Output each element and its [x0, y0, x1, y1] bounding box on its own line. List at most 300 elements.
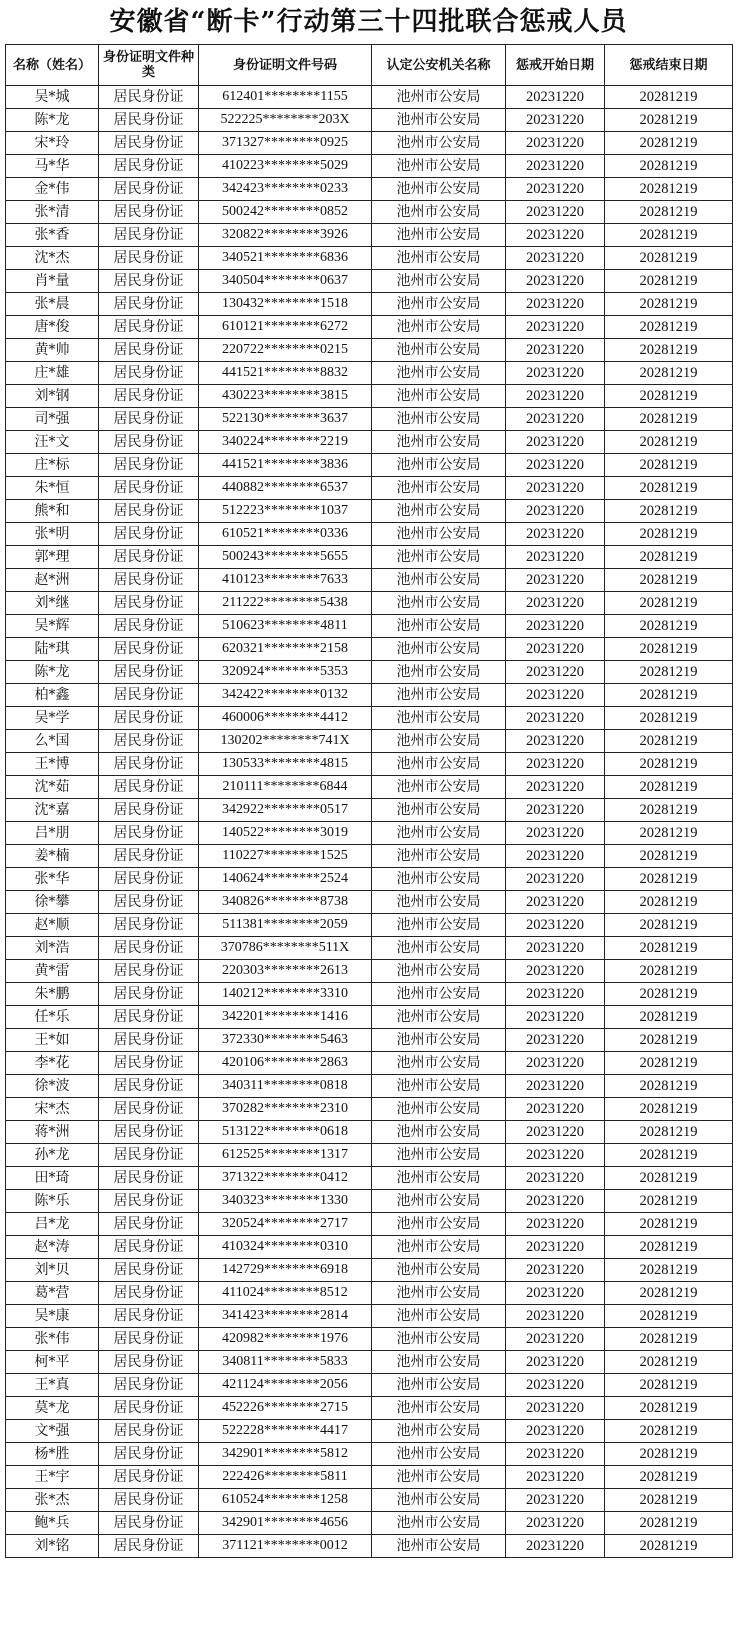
table-row: [6, 316, 733, 339]
cell-doc-number: 320924********5353: [199, 661, 372, 684]
cell-end-date: 20281219: [605, 132, 733, 155]
cell-agency: 池州市公安局: [372, 1098, 506, 1121]
cell-end-date: 20281219: [605, 408, 733, 431]
cell-doc-type: 居民身份证: [99, 1397, 199, 1420]
cell-end-date: 20281219: [605, 201, 733, 224]
header-doc-type: 身份证明文件种类: [99, 45, 199, 86]
cell-doc-type: 居民身份证: [99, 868, 199, 891]
cell-doc-number: 340521********6836: [199, 247, 372, 270]
cell-end-date: 20281219: [605, 960, 733, 983]
cell-doc-type: 居民身份证: [99, 1121, 199, 1144]
cell-name: 徐*攀: [6, 891, 99, 914]
cell-doc-number: 410324********0310: [199, 1236, 372, 1259]
cell-end-date: 20281219: [605, 1098, 733, 1121]
cell-end-date: 20281219: [605, 500, 733, 523]
cell-start-date: 20231220: [506, 1305, 605, 1328]
cell-start-date: 20231220: [506, 523, 605, 546]
cell-agency: 池州市公安局: [372, 1213, 506, 1236]
cell-name: 王*如: [6, 1029, 99, 1052]
cell-doc-type: 居民身份证: [99, 799, 199, 822]
cell-end-date: 20281219: [605, 684, 733, 707]
header-start-date: 惩戒开始日期: [506, 45, 605, 86]
cell-name: 肖*量: [6, 270, 99, 293]
cell-start-date: 20231220: [506, 661, 605, 684]
cell-end-date: 20281219: [605, 569, 733, 592]
cell-doc-number: 513122********0618: [199, 1121, 372, 1144]
cell-start-date: 20231220: [506, 1098, 605, 1121]
cell-doc-number: 341423********2814: [199, 1305, 372, 1328]
table-row: [6, 1305, 733, 1328]
cell-doc-type: 居民身份证: [99, 1236, 199, 1259]
cell-start-date: 20231220: [506, 1167, 605, 1190]
cell-doc-type: 居民身份证: [99, 1443, 199, 1466]
cell-name: 孙*龙: [6, 1144, 99, 1167]
table-row: [6, 477, 733, 500]
cell-doc-number: 340811********5833: [199, 1351, 372, 1374]
cell-doc-type: 居民身份证: [99, 109, 199, 132]
cell-end-date: 20281219: [605, 247, 733, 270]
cell-doc-number: 452226********2715: [199, 1397, 372, 1420]
cell-name: 杨*胜: [6, 1443, 99, 1466]
cell-end-date: 20281219: [605, 477, 733, 500]
cell-start-date: 20231220: [506, 845, 605, 868]
cell-agency: 池州市公安局: [372, 937, 506, 960]
cell-doc-type: 居民身份证: [99, 1512, 199, 1535]
cell-start-date: 20231220: [506, 247, 605, 270]
table-row: [6, 937, 733, 960]
cell-start-date: 20231220: [506, 1006, 605, 1029]
cell-name: 赵*洲: [6, 569, 99, 592]
table-row: [6, 845, 733, 868]
cell-doc-number: 370786********511X: [199, 937, 372, 960]
cell-start-date: 20231220: [506, 615, 605, 638]
table-row: [6, 362, 733, 385]
cell-name: 吕*龙: [6, 1213, 99, 1236]
cell-end-date: 20281219: [605, 1420, 733, 1443]
cell-agency: 池州市公安局: [372, 960, 506, 983]
cell-doc-type: 居民身份证: [99, 937, 199, 960]
cell-doc-type: 居民身份证: [99, 661, 199, 684]
cell-end-date: 20281219: [605, 1305, 733, 1328]
cell-end-date: 20281219: [605, 1466, 733, 1489]
cell-doc-type: 居民身份证: [99, 431, 199, 454]
cell-doc-number: 130533********4815: [199, 753, 372, 776]
table-row: [6, 1282, 733, 1305]
cell-agency: 池州市公安局: [372, 753, 506, 776]
table-row: [6, 1075, 733, 1098]
cell-doc-type: 居民身份证: [99, 1167, 199, 1190]
cell-name: 宋*玲: [6, 132, 99, 155]
cell-doc-number: 130202********741X: [199, 730, 372, 753]
cell-end-date: 20281219: [605, 822, 733, 845]
cell-doc-number: 110227********1525: [199, 845, 372, 868]
cell-doc-number: 522130********3637: [199, 408, 372, 431]
cell-start-date: 20231220: [506, 822, 605, 845]
cell-doc-number: 342423********0233: [199, 178, 372, 201]
cell-doc-type: 居民身份证: [99, 730, 199, 753]
cell-agency: 池州市公安局: [372, 1351, 506, 1374]
cell-doc-type: 居民身份证: [99, 500, 199, 523]
cell-doc-number: 612525********1317: [199, 1144, 372, 1167]
cell-name: 吴*辉: [6, 615, 99, 638]
cell-doc-type: 居民身份证: [99, 822, 199, 845]
cell-agency: 池州市公安局: [372, 1443, 506, 1466]
cell-doc-type: 居民身份证: [99, 293, 199, 316]
cell-doc-number: 511381********2059: [199, 914, 372, 937]
cell-start-date: 20231220: [506, 1466, 605, 1489]
cell-agency: 池州市公安局: [372, 1144, 506, 1167]
cell-doc-type: 居民身份证: [99, 1351, 199, 1374]
cell-agency: 池州市公安局: [372, 1190, 506, 1213]
cell-doc-type: 居民身份证: [99, 592, 199, 615]
cell-doc-type: 居民身份证: [99, 1374, 199, 1397]
table-row: [6, 155, 733, 178]
cell-agency: 池州市公安局: [372, 477, 506, 500]
table-row: [6, 891, 733, 914]
cell-end-date: 20281219: [605, 454, 733, 477]
cell-doc-type: 居民身份证: [99, 638, 199, 661]
cell-agency: 池州市公安局: [372, 569, 506, 592]
cell-agency: 池州市公安局: [372, 247, 506, 270]
cell-start-date: 20231220: [506, 569, 605, 592]
table-row: [6, 1029, 733, 1052]
cell-start-date: 20231220: [506, 1374, 605, 1397]
cell-name: 蒋*洲: [6, 1121, 99, 1144]
table-row: [6, 707, 733, 730]
cell-start-date: 20231220: [506, 408, 605, 431]
cell-name: 熊*和: [6, 500, 99, 523]
cell-name: 王*博: [6, 753, 99, 776]
cell-start-date: 20231220: [506, 1052, 605, 1075]
table-row: [6, 1236, 733, 1259]
cell-end-date: 20281219: [605, 1236, 733, 1259]
cell-doc-type: 居民身份证: [99, 1144, 199, 1167]
header-doc-number: 身份证明文件号码: [199, 45, 372, 86]
cell-end-date: 20281219: [605, 155, 733, 178]
cell-name: 任*乐: [6, 1006, 99, 1029]
cell-doc-number: 371327********0925: [199, 132, 372, 155]
cell-doc-number: 420106********2863: [199, 1052, 372, 1075]
cell-agency: 池州市公安局: [372, 431, 506, 454]
cell-end-date: 20281219: [605, 1213, 733, 1236]
cell-agency: 池州市公安局: [372, 546, 506, 569]
cell-doc-number: 430223********3815: [199, 385, 372, 408]
cell-end-date: 20281219: [605, 431, 733, 454]
cell-doc-type: 居民身份证: [99, 891, 199, 914]
cell-name: 葛*营: [6, 1282, 99, 1305]
cell-end-date: 20281219: [605, 914, 733, 937]
cell-doc-number: 222426********5811: [199, 1466, 372, 1489]
cell-start-date: 20231220: [506, 86, 605, 109]
cell-doc-type: 居民身份证: [99, 408, 199, 431]
cell-start-date: 20231220: [506, 730, 605, 753]
cell-end-date: 20281219: [605, 937, 733, 960]
cell-doc-number: 410123********7633: [199, 569, 372, 592]
cell-start-date: 20231220: [506, 684, 605, 707]
cell-start-date: 20231220: [506, 1190, 605, 1213]
cell-name: 黄*雷: [6, 960, 99, 983]
cell-doc-number: 320822********3926: [199, 224, 372, 247]
cell-end-date: 20281219: [605, 661, 733, 684]
cell-doc-number: 130432********1518: [199, 293, 372, 316]
cell-doc-type: 居民身份证: [99, 132, 199, 155]
cell-name: 柏*鑫: [6, 684, 99, 707]
cell-start-date: 20231220: [506, 1213, 605, 1236]
cell-end-date: 20281219: [605, 1167, 733, 1190]
cell-name: 刘*钢: [6, 385, 99, 408]
cell-start-date: 20231220: [506, 638, 605, 661]
cell-name: 唐*俊: [6, 316, 99, 339]
cell-doc-type: 居民身份证: [99, 546, 199, 569]
cell-doc-type: 居民身份证: [99, 1328, 199, 1351]
table-row: [6, 960, 733, 983]
table-row: [6, 293, 733, 316]
cell-doc-number: 610121********6272: [199, 316, 372, 339]
cell-end-date: 20281219: [605, 707, 733, 730]
cell-agency: 池州市公安局: [372, 1328, 506, 1351]
cell-doc-number: 342201********1416: [199, 1006, 372, 1029]
table-row: [6, 868, 733, 891]
cell-doc-type: 居民身份证: [99, 201, 199, 224]
cell-doc-number: 140212********3310: [199, 983, 372, 1006]
cell-doc-type: 居民身份证: [99, 1098, 199, 1121]
cell-doc-number: 410223********5029: [199, 155, 372, 178]
table-row: [6, 1512, 733, 1535]
cell-doc-number: 372330********5463: [199, 1029, 372, 1052]
cell-end-date: 20281219: [605, 1512, 733, 1535]
table-row: [6, 178, 733, 201]
cell-agency: 池州市公安局: [372, 868, 506, 891]
cell-agency: 池州市公安局: [372, 1121, 506, 1144]
cell-start-date: 20231220: [506, 109, 605, 132]
cell-name: 么*国: [6, 730, 99, 753]
table-row: [6, 1052, 733, 1075]
table-body: [6, 86, 733, 1558]
table-row: [6, 1006, 733, 1029]
cell-start-date: 20231220: [506, 431, 605, 454]
cell-start-date: 20231220: [506, 707, 605, 730]
table-row: [6, 1121, 733, 1144]
cell-name: 王*真: [6, 1374, 99, 1397]
header-end-date: 惩戒结束日期: [605, 45, 733, 86]
cell-doc-number: 620321********2158: [199, 638, 372, 661]
cell-start-date: 20231220: [506, 799, 605, 822]
cell-doc-type: 居民身份证: [99, 155, 199, 178]
cell-end-date: 20281219: [605, 86, 733, 109]
cell-end-date: 20281219: [605, 270, 733, 293]
cell-doc-number: 421124********2056: [199, 1374, 372, 1397]
cell-doc-type: 居民身份证: [99, 454, 199, 477]
cell-doc-number: 522225********203X: [199, 109, 372, 132]
cell-start-date: 20231220: [506, 1397, 605, 1420]
cell-end-date: 20281219: [605, 178, 733, 201]
table-row: [6, 1098, 733, 1121]
cell-agency: 池州市公安局: [372, 914, 506, 937]
cell-doc-number: 371322********0412: [199, 1167, 372, 1190]
cell-end-date: 20281219: [605, 316, 733, 339]
cell-name: 柯*平: [6, 1351, 99, 1374]
cell-agency: 池州市公安局: [372, 891, 506, 914]
cell-end-date: 20281219: [605, 1029, 733, 1052]
cell-name: 张*华: [6, 868, 99, 891]
cell-name: 刘*继: [6, 592, 99, 615]
cell-agency: 池州市公安局: [372, 109, 506, 132]
cell-agency: 池州市公安局: [372, 1075, 506, 1098]
cell-end-date: 20281219: [605, 1144, 733, 1167]
cell-agency: 池州市公安局: [372, 776, 506, 799]
table-row: [6, 776, 733, 799]
cell-name: 莫*龙: [6, 1397, 99, 1420]
cell-doc-type: 居民身份证: [99, 776, 199, 799]
cell-agency: 池州市公安局: [372, 983, 506, 1006]
cell-start-date: 20231220: [506, 753, 605, 776]
cell-agency: 池州市公安局: [372, 224, 506, 247]
cell-start-date: 20231220: [506, 178, 605, 201]
cell-name: 文*强: [6, 1420, 99, 1443]
cell-name: 朱*恒: [6, 477, 99, 500]
table-row: [6, 753, 733, 776]
table-row: [6, 799, 733, 822]
table-row: [6, 822, 733, 845]
table-row: [6, 983, 733, 1006]
cell-doc-type: 居民身份证: [99, 1190, 199, 1213]
cell-doc-number: 420982********1976: [199, 1328, 372, 1351]
table-row: [6, 385, 733, 408]
cell-name: 吕*朋: [6, 822, 99, 845]
cell-name: 吴*康: [6, 1305, 99, 1328]
table-row: [6, 546, 733, 569]
cell-start-date: 20231220: [506, 1259, 605, 1282]
cell-doc-number: 342922********0517: [199, 799, 372, 822]
cell-name: 赵*顺: [6, 914, 99, 937]
table-row: [6, 1466, 733, 1489]
table-row: [6, 1259, 733, 1282]
header-agency: 认定公安机关名称: [372, 45, 506, 86]
table-row: [6, 1535, 733, 1558]
cell-agency: 池州市公安局: [372, 201, 506, 224]
cell-doc-number: 211222********5438: [199, 592, 372, 615]
cell-agency: 池州市公安局: [372, 845, 506, 868]
table-row: [6, 1190, 733, 1213]
cell-name: 沈*杰: [6, 247, 99, 270]
cell-name: 徐*波: [6, 1075, 99, 1098]
cell-doc-type: 居民身份证: [99, 983, 199, 1006]
cell-doc-number: 612401********1155: [199, 86, 372, 109]
cell-start-date: 20231220: [506, 316, 605, 339]
cell-agency: 池州市公安局: [372, 1282, 506, 1305]
cell-start-date: 20231220: [506, 1075, 605, 1098]
cell-end-date: 20281219: [605, 224, 733, 247]
cell-start-date: 20231220: [506, 1328, 605, 1351]
cell-doc-number: 370282********2310: [199, 1098, 372, 1121]
table-row: [6, 109, 733, 132]
cell-name: 张*晨: [6, 293, 99, 316]
cell-agency: 池州市公安局: [372, 684, 506, 707]
cell-agency: 池州市公安局: [372, 1397, 506, 1420]
cell-agency: 池州市公安局: [372, 178, 506, 201]
cell-end-date: 20281219: [605, 845, 733, 868]
cell-start-date: 20231220: [506, 960, 605, 983]
cell-doc-type: 居民身份证: [99, 1466, 199, 1489]
cell-end-date: 20281219: [605, 1006, 733, 1029]
cell-end-date: 20281219: [605, 1351, 733, 1374]
cell-name: 张*伟: [6, 1328, 99, 1351]
cell-end-date: 20281219: [605, 983, 733, 1006]
cell-name: 张*清: [6, 201, 99, 224]
cell-name: 吴*学: [6, 707, 99, 730]
table-row: [6, 730, 733, 753]
cell-agency: 池州市公安局: [372, 362, 506, 385]
cell-start-date: 20231220: [506, 477, 605, 500]
cell-agency: 池州市公安局: [372, 1236, 506, 1259]
table-row: [6, 408, 733, 431]
table-row: [6, 914, 733, 937]
cell-doc-number: 610524********1258: [199, 1489, 372, 1512]
table-row: [6, 270, 733, 293]
cell-end-date: 20281219: [605, 1535, 733, 1558]
cell-start-date: 20231220: [506, 1489, 605, 1512]
cell-end-date: 20281219: [605, 523, 733, 546]
cell-end-date: 20281219: [605, 891, 733, 914]
table-row: [6, 1144, 733, 1167]
cell-end-date: 20281219: [605, 776, 733, 799]
table-row: [6, 1213, 733, 1236]
cell-end-date: 20281219: [605, 730, 733, 753]
cell-start-date: 20231220: [506, 546, 605, 569]
cell-end-date: 20281219: [605, 1328, 733, 1351]
cell-doc-number: 441521********8832: [199, 362, 372, 385]
cell-agency: 池州市公安局: [372, 730, 506, 753]
cell-name: 陈*龙: [6, 109, 99, 132]
cell-agency: 池州市公安局: [372, 1489, 506, 1512]
cell-agency: 池州市公安局: [372, 1374, 506, 1397]
cell-doc-type: 居民身份证: [99, 1489, 199, 1512]
cell-agency: 池州市公安局: [372, 707, 506, 730]
cell-doc-type: 居民身份证: [99, 339, 199, 362]
cell-doc-number: 220722********0215: [199, 339, 372, 362]
cell-start-date: 20231220: [506, 937, 605, 960]
cell-agency: 池州市公安局: [372, 1420, 506, 1443]
cell-doc-type: 居民身份证: [99, 86, 199, 109]
table-row: [6, 201, 733, 224]
cell-doc-type: 居民身份证: [99, 684, 199, 707]
table-row: [6, 431, 733, 454]
cell-agency: 池州市公安局: [372, 385, 506, 408]
cell-name: 鲍*兵: [6, 1512, 99, 1535]
cell-doc-type: 居民身份证: [99, 960, 199, 983]
cell-doc-number: 342901********5812: [199, 1443, 372, 1466]
cell-end-date: 20281219: [605, 638, 733, 661]
cell-name: 司*强: [6, 408, 99, 431]
cell-agency: 池州市公安局: [372, 293, 506, 316]
cell-name: 张*明: [6, 523, 99, 546]
cell-start-date: 20231220: [506, 1144, 605, 1167]
cell-start-date: 20231220: [506, 1282, 605, 1305]
cell-end-date: 20281219: [605, 1282, 733, 1305]
cell-doc-number: 140522********3019: [199, 822, 372, 845]
cell-start-date: 20231220: [506, 1420, 605, 1443]
cell-name: 庄*标: [6, 454, 99, 477]
cell-doc-number: 371121********0012: [199, 1535, 372, 1558]
cell-end-date: 20281219: [605, 339, 733, 362]
cell-start-date: 20231220: [506, 1121, 605, 1144]
table-row: [6, 500, 733, 523]
cell-doc-number: 342901********4656: [199, 1512, 372, 1535]
cell-doc-number: 340311********0818: [199, 1075, 372, 1098]
cell-agency: 池州市公安局: [372, 1029, 506, 1052]
cell-agency: 池州市公安局: [372, 1259, 506, 1282]
cell-doc-type: 居民身份证: [99, 1282, 199, 1305]
